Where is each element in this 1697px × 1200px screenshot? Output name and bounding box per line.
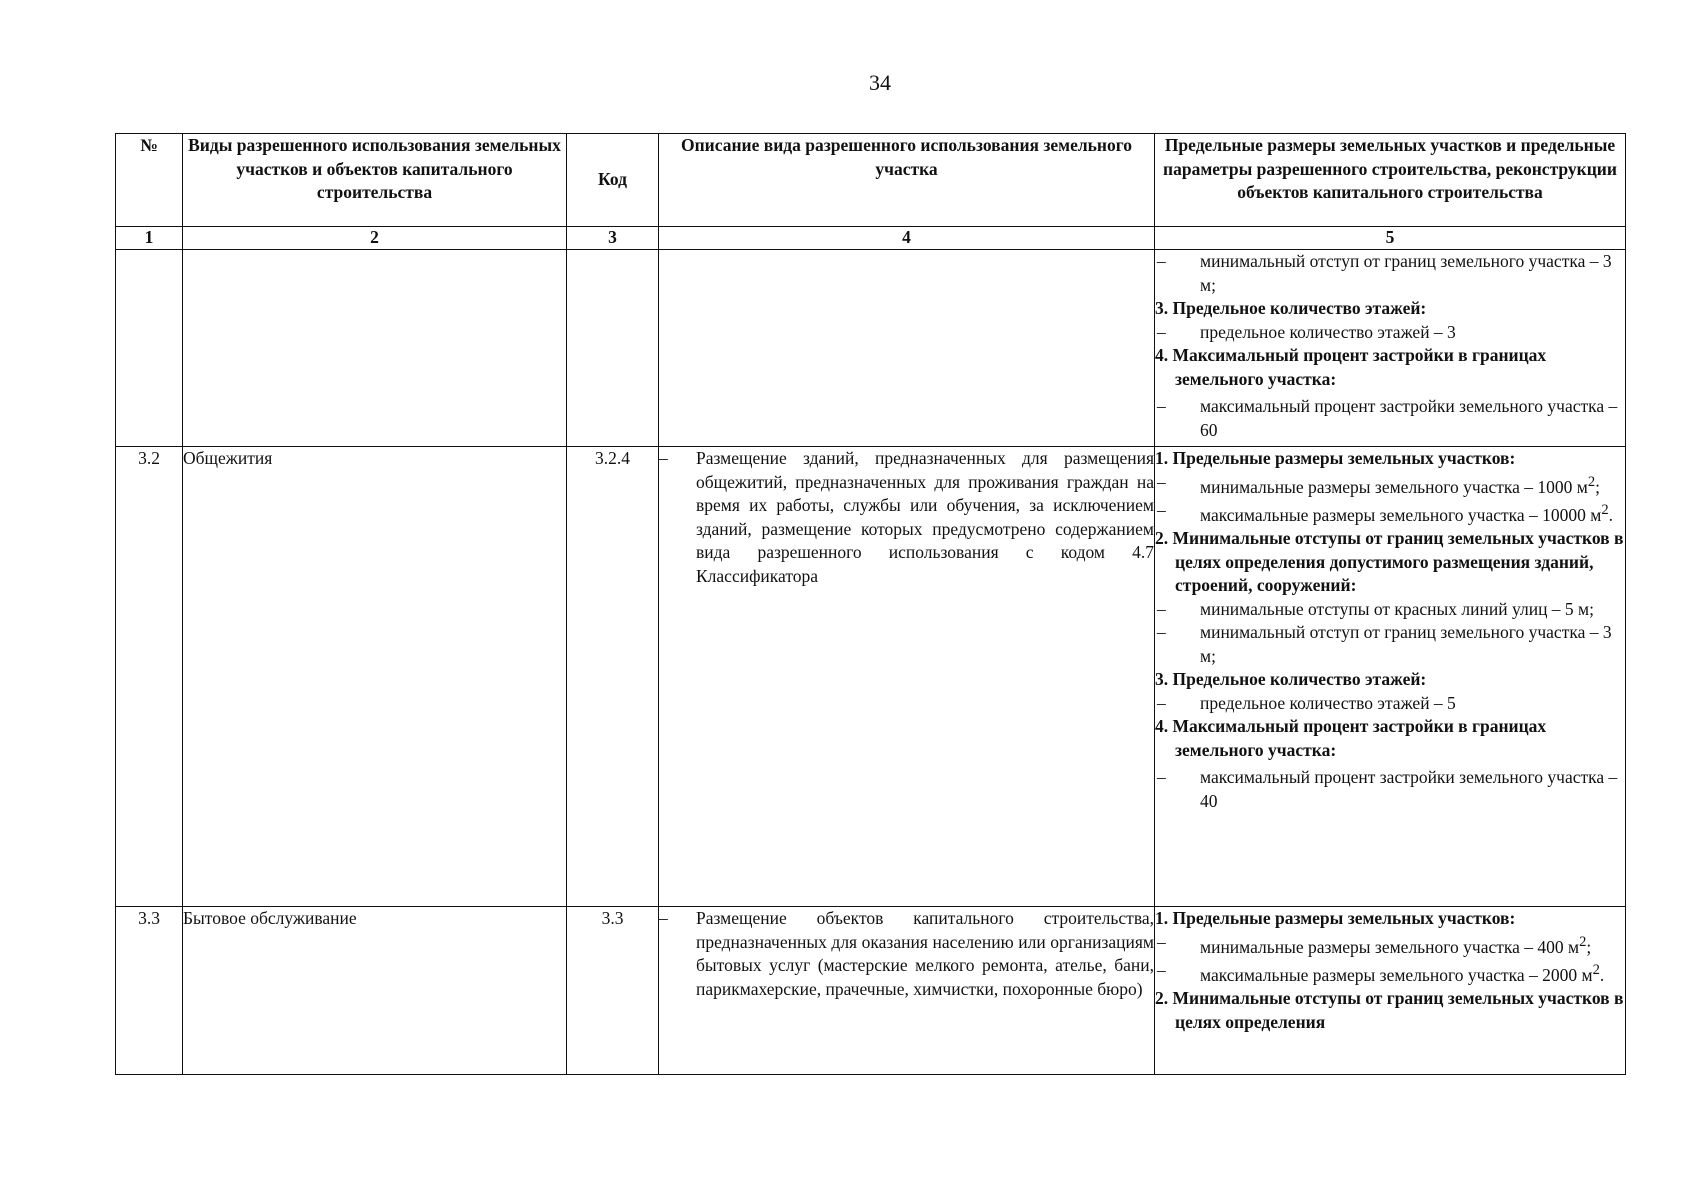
row-num (116, 250, 183, 447)
row-num: 3.2 (116, 447, 183, 907)
row-description: – Размещение зданий, предназначенных для размещения общежитий, предназначенных для проживания граждан на время их работы, службы или обучения, за исключением зданий, размещение которых предусмотрено содержанием вида разрешенного использования с кодом 4.7 Классификатора (659, 447, 1155, 907)
row-params (1155, 250, 1626, 447)
param-bullet: – минимальные отступы от красных линий улиц – 5 м; (1157, 598, 1594, 619)
param-section-title: 1. Предельные размеры земельных участков: (1155, 448, 1516, 468)
param-section-title: 2. Минимальные отступы от границ земельных участков в целях определения (1155, 988, 1624, 1032)
row-description: – Размещение объектов капитального строительства, предназначенных для оказания населению или организациям бытовых услуг (мастерские мелкого ремонта, ателье, бани, парикмахерские, прачечные, химчистки, похоронные бюро) (659, 907, 1155, 1075)
param-section-title: 3. Предельное количество этажей: (1155, 298, 1427, 318)
column-number: 5 (1155, 227, 1626, 250)
header-code: Код (567, 134, 659, 227)
row-code: 3.3 (567, 907, 659, 1075)
param-bullet: – предельное количество этажей – 5 (1157, 692, 1456, 713)
column-number: 1 (116, 227, 183, 250)
row-name (183, 250, 567, 447)
row-num: 3.3 (116, 907, 183, 1075)
param-bullet: – максимальный процент застройки земельного участка – 60 (1157, 396, 1618, 440)
row-name: Бытовое обслуживание (183, 907, 567, 1075)
header-num: № (116, 134, 183, 227)
param-bullet: – предельное количество этажей – 3 (1157, 321, 1456, 342)
param-section-title: 2. Минимальные отступы от границ земельных участков в целях определения допустимого размещения зданий, строений, сооружений: (1155, 528, 1624, 596)
param-section-title: 3. Предельное количество этажей: (1155, 669, 1427, 690)
column-number: 4 (659, 227, 1155, 250)
row-params (1155, 907, 1626, 1075)
column-number: 2 (183, 227, 567, 250)
param-bullet: – максимальный процент застройки земельного участка – 40 (1157, 767, 1618, 811)
header-kinds: Виды разрешенного использования земельных участков и объектов капитального строительства (183, 134, 567, 227)
row-params (1155, 447, 1626, 907)
page-number: 34 (869, 70, 891, 95)
row-code: 3.2.4 (567, 447, 659, 907)
param-bullet: – минимальный отступ от границ земельного участка – 3 м; (1157, 251, 1612, 295)
land-use-table (115, 133, 1626, 1075)
param-bullet: – минимальные размеры земельного участка – 400 $м^2$; (1157, 931, 1592, 957)
row-description (659, 250, 1155, 447)
param-section-title: 1. Предельные размеры земельных участков: (1155, 908, 1516, 928)
column-numbers-row (116, 227, 1626, 250)
table-row (116, 907, 1626, 1075)
param-bullet: – максимальные размеры земельного участка – 2000 $м^2$. (1157, 959, 1605, 985)
param-bullet: – минимальные размеры земельного участка – 1000 $м^2$; (1157, 471, 1601, 497)
param-bullet: – максимальные размеры земельного участка – 10000 $м^2$. (1157, 499, 1614, 525)
column-number: 3 (567, 227, 659, 250)
table-row (116, 447, 1626, 907)
row-name: Общежития (183, 447, 567, 907)
param-bullet: – минимальный отступ от границ земельного участка – 3 м; (1157, 622, 1612, 666)
param-section-title: 4. Максимальный процент застройки в границах земельного участка: (1155, 716, 1547, 760)
table-row (116, 250, 1626, 447)
table-header-row (116, 134, 1626, 227)
header-params: Предельные размеры земельных участков и предельные параметры разрешенного строительства, реконструкции объектов капитального строительства (1155, 134, 1626, 227)
param-section-title: 4. Максимальный процент застройки в границах земельного участка: (1155, 345, 1547, 389)
header-description: Описание вида разрешенного использования земельного участка (659, 134, 1155, 227)
row-code (567, 250, 659, 447)
